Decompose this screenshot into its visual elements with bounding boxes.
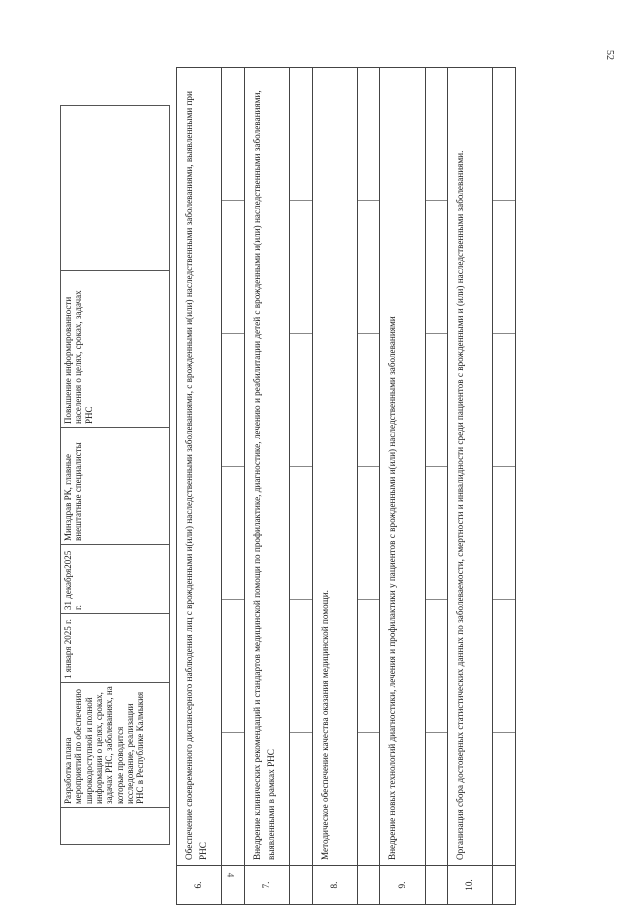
table-row	[380, 68, 425, 905]
top-description-cell: Разработка плана мероприятий по обеспечению широкодоступной и полной информации о целях, сроках, задачах РНС, заболеваниях, на которые проводится исследование, реализации РНС в Республике Калмыкия	[61, 683, 170, 808]
blank-row	[493, 68, 516, 905]
measures-table	[176, 67, 516, 905]
row-text: Обеспечение своевременного диспансерного наблюдения лиц с врожденными и(или) наследственными заболеваниями, с врожденными и(или) наследственными заболеваниями, выявленными при РНС	[177, 68, 222, 866]
row-text: Внедрение новых технологий диагностики, лечения и профилактики у пациентов с врожденными и(или) наследственными заболеваниями	[380, 68, 425, 866]
blank-cell	[357, 68, 380, 866]
blank-num-cell	[493, 866, 516, 905]
top-start-cell: 1 января 2025 г.	[61, 614, 170, 683]
blank-row	[425, 68, 448, 905]
row-number: 10.	[448, 866, 493, 905]
margin-mark: 4	[225, 872, 236, 878]
table-row	[312, 68, 357, 905]
top-end-cell: 31 декабря2025 г.	[61, 545, 170, 614]
top-empty-cell	[61, 808, 170, 845]
blank-cell	[289, 68, 312, 866]
blank-num-cell	[357, 866, 380, 905]
blank-cell	[222, 68, 245, 866]
rotated-sheet	[63, 50, 521, 905]
row-text: Внедрение клинических рекомендаций и стандартов медицинской помощи по профилактике, диагностике, лечению и реабилитации детей с врожденными и(или) наследственными заболеваниями, выявленными в рамках РНС	[244, 68, 289, 866]
blank-num-cell	[289, 866, 312, 905]
blank-cell	[493, 68, 516, 866]
table-row	[244, 68, 289, 905]
top-table-row	[61, 106, 170, 845]
row-number: 9.	[380, 866, 425, 905]
row-number: 7.	[244, 866, 289, 905]
page-number: 52	[604, 50, 615, 60]
blank-num-cell	[222, 866, 245, 905]
row-number: 6.	[177, 866, 222, 905]
table-row	[448, 68, 493, 905]
blank-row	[222, 68, 245, 905]
top-responsible-cell: Минздрав РК, главные внештатные специалисты	[61, 428, 170, 545]
row-text: Организация сбора достоверных статистических данных по заболеваемости, смертности и инвалидности среди пациентов с врожденными и (или) наследственными заболеваниями.	[448, 68, 493, 866]
row-number: 8.	[312, 866, 357, 905]
table-row	[177, 68, 222, 905]
blank-row	[289, 68, 312, 905]
top-extra-cell	[61, 106, 170, 271]
row-text: Методическое обеспечение качества оказания медицинской помощи.	[312, 68, 357, 866]
top-result-cell: Повышение информированности населения о целях, сроках, задачах РНС	[61, 271, 170, 428]
blank-cell	[425, 68, 448, 866]
blank-num-cell	[425, 866, 448, 905]
top-table	[60, 105, 170, 845]
blank-row	[357, 68, 380, 905]
